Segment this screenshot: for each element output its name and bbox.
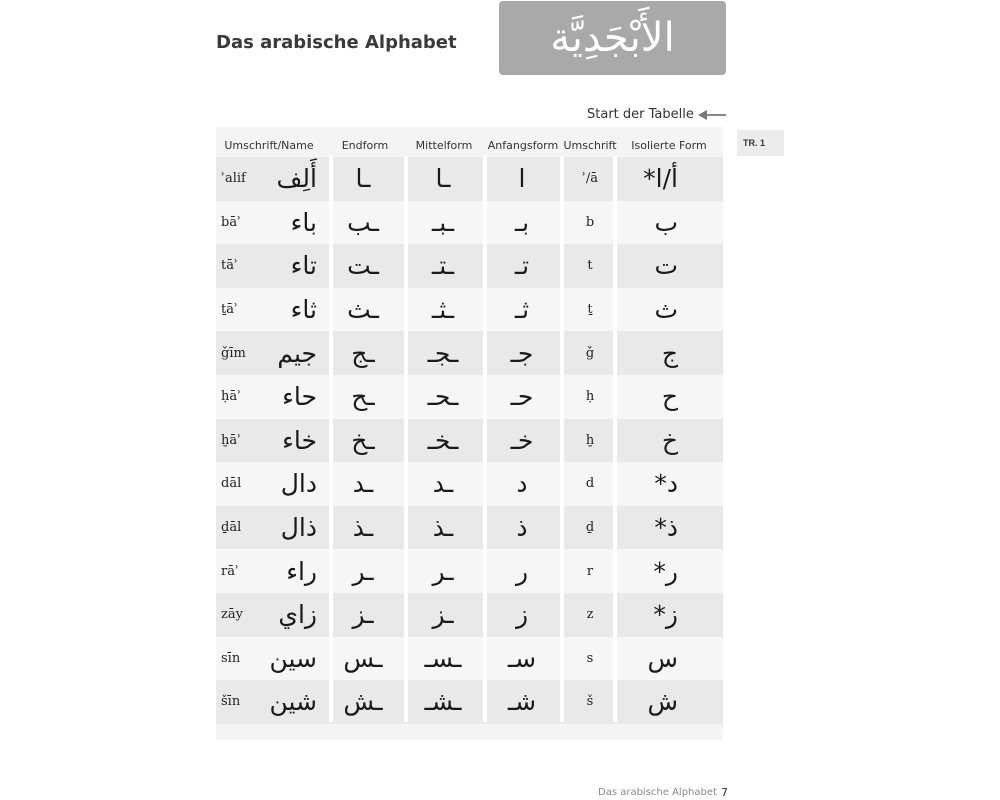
arabic-title: الأَبْجَدِيَّة xyxy=(550,15,675,61)
table-row: sīn سين ـس ـسـ سـ s س xyxy=(216,637,723,681)
cell-name-arabic: جيم xyxy=(277,338,317,368)
table-row: ʾalif أَلِف ـا ـا ا ʾ/ā أ/ا* xyxy=(216,157,723,201)
table-row: rāʾ راء ـر ـر ر r ر* xyxy=(216,549,723,593)
arrow-left-icon xyxy=(697,108,727,122)
cell-name: šīn xyxy=(221,694,241,710)
table-row: bāʾ باء ـب ـبـ بـ b ب xyxy=(216,201,723,245)
cell-name-arabic: شين xyxy=(269,687,317,717)
table-row: ḫāʾ خاء ـخ ـخـ خـ ḫ خ xyxy=(216,419,723,463)
cell-name-arabic: زاي xyxy=(278,600,317,630)
cell-name-arabic: سين xyxy=(269,643,317,673)
start-label: Start der Tabelle xyxy=(587,107,694,122)
cell-isolierte-form: ب xyxy=(654,207,678,237)
table-row: ǧīm جيم ـج ـجـ جـ ǧ ج xyxy=(216,331,723,375)
header-isolierte-form: Isolierte Form xyxy=(631,139,707,152)
cell-name-arabic: خاء xyxy=(282,425,317,455)
cell-name-arabic: تاء xyxy=(290,251,317,281)
table-row: šīn شين ـش ـشـ شـ š ش xyxy=(216,680,723,724)
cell-isolierte-form: ش xyxy=(647,687,678,717)
track-badge: TR. 1 xyxy=(737,130,784,156)
cell-isolierte-form: ذ* xyxy=(654,513,678,543)
cell-name: ḫāʾ xyxy=(221,432,242,448)
cell-isolierte-form: أ/ا* xyxy=(643,164,678,194)
arabic-title-box xyxy=(499,1,726,75)
cell-name-arabic: دال xyxy=(280,469,317,499)
cell-name-arabic: راء xyxy=(286,556,317,586)
cell-isolierte-form: د* xyxy=(654,469,678,499)
cell-name-arabic: أَلِف xyxy=(276,164,317,194)
cell-isolierte-form: خ xyxy=(661,425,678,455)
column-divider xyxy=(613,156,617,722)
cell-name: zāy xyxy=(221,607,243,623)
header-endform: Endform xyxy=(341,139,389,152)
table-row: ṯāʾ ثاء ـث ـثـ ثـ ṯ ث xyxy=(216,288,723,332)
table-row: ḏāl ذال ـذ ـذ ذ ḏ ذ* xyxy=(216,506,723,550)
cell-isolierte-form: ث xyxy=(654,295,678,325)
cell-name-arabic: حاء xyxy=(282,382,317,412)
cell-name: rāʾ xyxy=(221,563,239,579)
footer-text: Das arabische Alphabet xyxy=(598,787,717,798)
cell-name-arabic: باء xyxy=(290,207,317,237)
cell-isolierte-form: س xyxy=(647,643,678,673)
page-number: 7 xyxy=(721,786,728,799)
header-anfangsform: Anfangsform xyxy=(487,139,559,152)
cell-isolierte-form: ح xyxy=(661,382,678,412)
table-row: tāʾ تاء ـت ـتـ تـ t ت xyxy=(216,244,723,288)
cell-name: tāʾ xyxy=(221,258,238,274)
cell-isolierte-form: ت xyxy=(654,251,678,281)
cell-name: ḥāʾ xyxy=(221,389,242,405)
cell-name: ḏāl xyxy=(221,520,242,536)
cell-name-arabic: ذال xyxy=(280,513,317,543)
cell-name: dāl xyxy=(221,476,242,492)
cell-name-arabic: ثاء xyxy=(290,295,317,325)
table-row: dāl دال ـد ـد د d د* xyxy=(216,462,723,506)
table-row: ḥāʾ حاء ـح ـحـ حـ ḥ ح xyxy=(216,375,723,419)
cell-name: ǧīm xyxy=(221,345,246,361)
header-mittelform: Mittelform xyxy=(415,139,473,152)
table-row: zāy زاي ـز ـز ز z ز* xyxy=(216,593,723,637)
column-divider xyxy=(560,156,564,722)
cell-name: sīn xyxy=(221,650,241,666)
column-divider xyxy=(404,156,408,722)
column-divider xyxy=(483,156,487,722)
cell-name: ṯāʾ xyxy=(221,302,238,318)
cell-name: bāʾ xyxy=(221,214,242,230)
table-header xyxy=(216,127,723,157)
page-title: Das arabische Alphabet xyxy=(216,32,457,53)
column-divider xyxy=(329,156,333,722)
header-umschrift-name: Umschrift/Name xyxy=(224,139,314,152)
cell-isolierte-form: ز* xyxy=(653,600,678,630)
cell-isolierte-form: ج xyxy=(661,338,678,368)
cell-name: ʾalif xyxy=(221,171,246,187)
header-umschrift: Umschrift xyxy=(563,139,617,152)
cell-isolierte-form: ر* xyxy=(653,556,678,586)
